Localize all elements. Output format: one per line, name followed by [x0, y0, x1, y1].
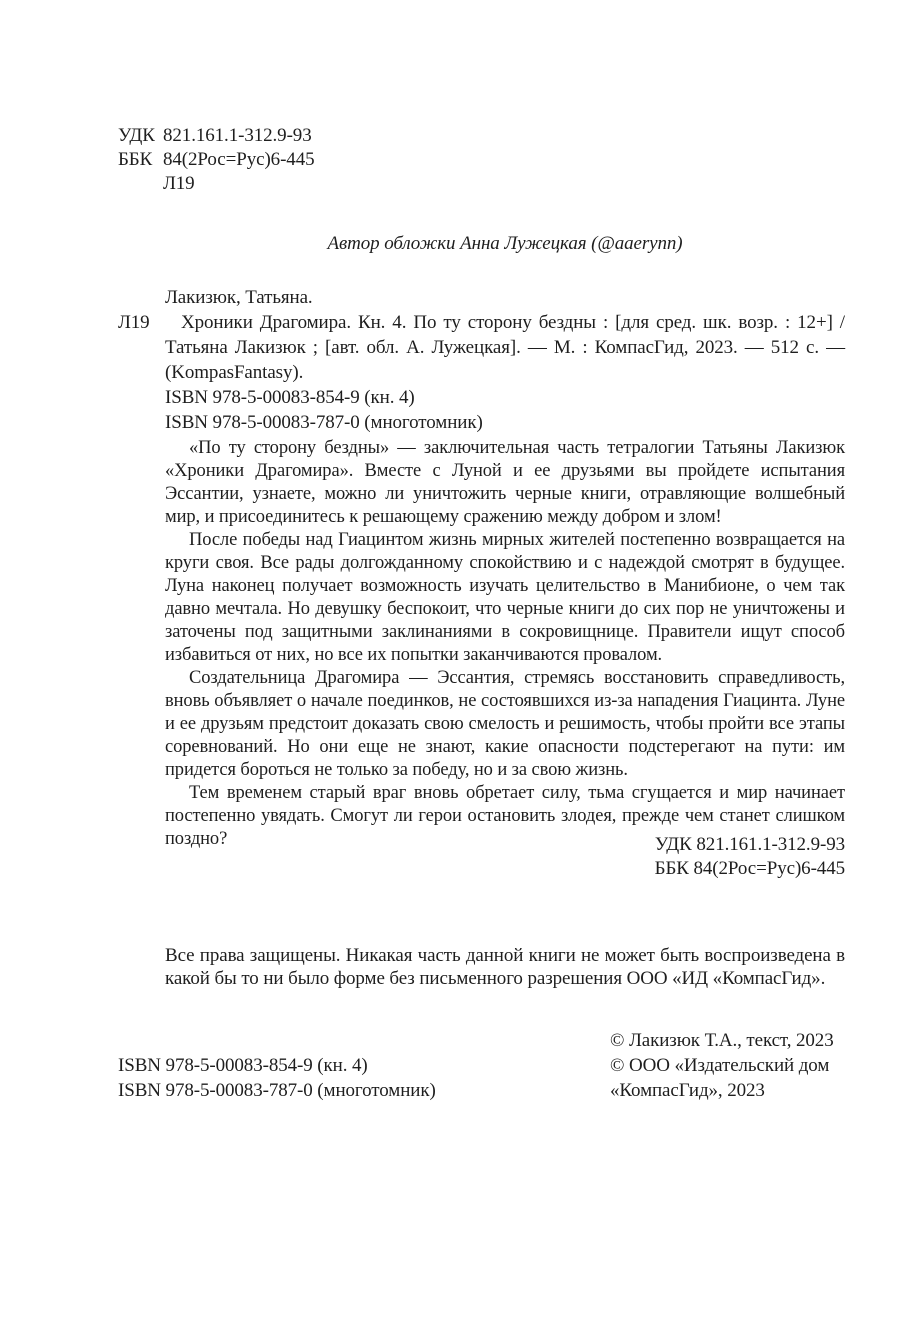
author-sign-row: [118, 172, 315, 196]
bottom-isbn-block: [118, 1053, 436, 1103]
annotation-paragraph-4: Тем временем старый враг вновь обретает силу, тьма сгущается и мир начинает постепенно увядать. Смогут ли герои остановить злодея, прежде чем станет слишком поздно?: [165, 783, 845, 849]
catalog-isbn-book: ISBN 978-5-00083-854-9 (кн. 4): [165, 387, 415, 408]
copyright-block: [610, 1028, 860, 1103]
bottom-isbn-book: ISBN 978-5-00083-854-9 (кн. 4): [118, 1055, 368, 1076]
udk-value: 821.161.1-312.9-93: [163, 125, 312, 146]
bottom-isbn-set: ISBN 978-5-00083-787-0 (многотомник): [118, 1080, 436, 1101]
cover-credit: Автор обложки Анна Лужецкая (@aaerynn): [327, 233, 683, 254]
bbk-row: [118, 148, 315, 172]
catalog-entry-code: Л19: [118, 312, 150, 333]
catalog-isbn-set: ISBN 978-5-00083-787-0 (многотомник): [165, 412, 483, 433]
annotation-paragraph-3: Создательница Драгомира — Эссантия, стремясь восстановить справедливость, вновь объявляет о начале поединков, не состоявшихся из-за нападения Гиацинта. Луне и ее друзьям предстоит доказать свою смелость и решимость, чтобы пройти все этапы соревнований. Но они еще не знают, какие опасности подстерегают на пути: им придется бороться не только за победу, но и за свою жизнь.: [165, 668, 845, 780]
bbk-value: 84(2Рос=Рус)6-445: [163, 149, 315, 170]
classification-codes-repeat: [655, 833, 845, 881]
author-sign: Л19: [163, 173, 195, 194]
copyright-publisher-line2: «КомпасГид», 2023: [610, 1080, 765, 1101]
bbk-repeat: ББК 84(2Рос=Рус)6-445: [654, 858, 845, 879]
udk-row: [118, 124, 315, 148]
copyright-author: © Лакизюк Т.А., текст, 2023: [610, 1030, 834, 1051]
catalog-author-heading: Лакизюк, Татьяна.: [165, 287, 313, 308]
udk-label: УДК: [118, 125, 155, 146]
annotation: [165, 437, 845, 851]
catalog-entry-text: Хроники Драгомира. Кн. 4. По ту сторону бездны : [для сред. шк. возр. : 12+] / Татьяна Лакизюк ; [авт. обл. А. Лужецкая]. — М. : КомпасГид, 2023. — 512 с. — (KompasFantasy).: [165, 312, 845, 383]
annotation-paragraph-1: «По ту сторону бездны» — заключительная часть тетралогии Татьяны Лакизюк «Хроники Драгомира». Вместе с Луной и ее друзьями вы пройдете испытания Эссантии, узнаете, можно ли уничтожить черные книги, отравляющие волшебный мир, и присоединитесь к решающему сражению между добром и злом!: [165, 438, 845, 527]
rights-notice-text: Все права защищены. Никакая часть данной книги не может быть воспроизведена в какой бы то ни было форме без письменного разрешения ООО «ИД «КомпасГид».: [165, 945, 845, 989]
udk-repeat: УДК 821.161.1-312.9-93: [654, 834, 845, 855]
catalog-card: [118, 285, 845, 435]
copyright-publisher-line1: © ООО «Издательский дом: [610, 1055, 830, 1076]
bbk-label: ББК: [118, 149, 153, 170]
classification-codes: [118, 124, 315, 196]
annotation-paragraph-2: После победы над Гиацинтом жизнь мирных жителей постепенно возвращается на круги своя. Все рады долгожданному спокойствию и с надеждой смотрят в будущее. Луна наконец получает возможность изучать целительство в Манибионе, о чем так давно мечтала. Но девушку беспокоит, что черные книги до сих пор не уничтожены и заточены под защитными заклинаниями в сокровищнице. Правители ищут способ избавиться от них, но все их попытки заканчиваются провалом.: [165, 530, 845, 665]
catalog-entry: [118, 310, 845, 385]
rights-notice: [165, 944, 845, 990]
